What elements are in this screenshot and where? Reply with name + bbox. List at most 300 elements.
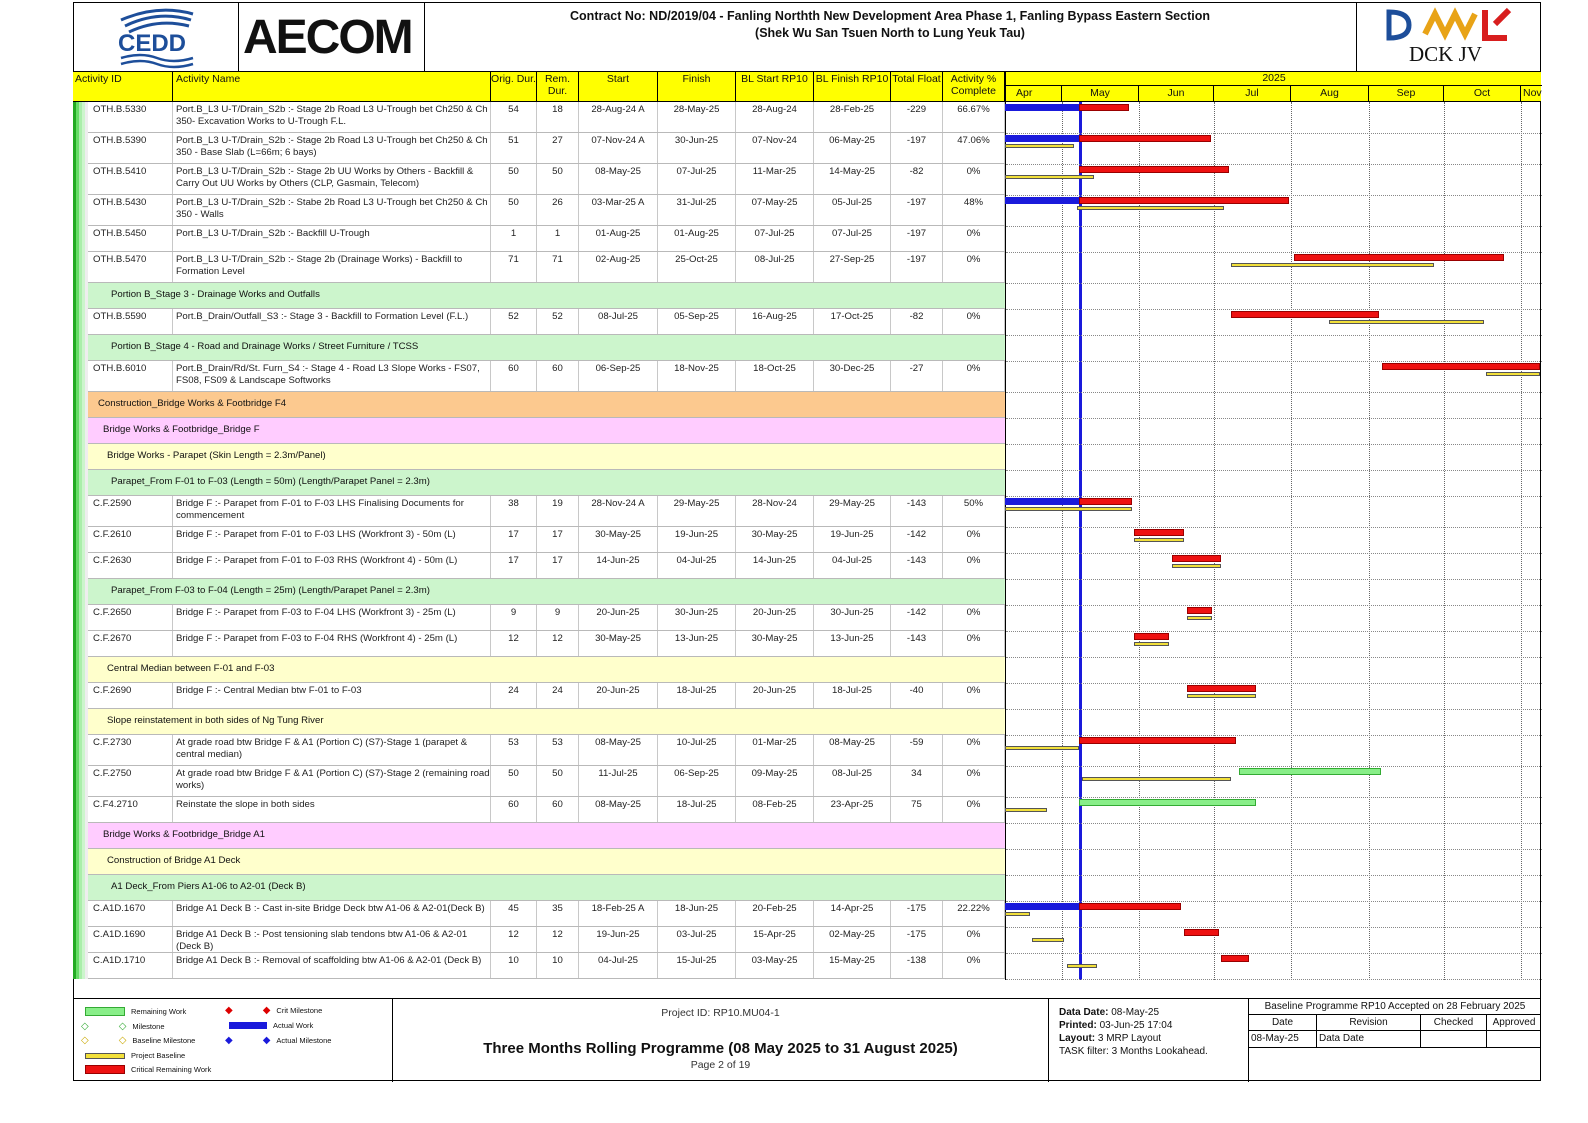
cell-total-float: -229 [891, 102, 943, 132]
cell-bl-finish: 07-Jul-25 [814, 226, 891, 251]
gantt-row-divider [1006, 631, 1542, 632]
cell-bl-start: 28-Aug-24 [736, 102, 814, 132]
cell-rem-dur: 50 [537, 766, 579, 796]
project-baseline-bar[interactable] [1005, 507, 1132, 511]
cell-pct-complete: 0% [943, 527, 1005, 552]
cell-orig-dur: 50 [491, 766, 537, 796]
cell-orig-dur: 38 [491, 496, 537, 526]
cell-bl-start: 11-Mar-25 [736, 164, 814, 194]
project-baseline-bar[interactable] [1077, 206, 1224, 210]
cell-rem-dur: 53 [537, 735, 579, 765]
month-label: Aug [1291, 86, 1369, 102]
cell-activity-name: Port.B_Drain/Rd/St. Furn_S4 :- Stage 4 - Road L3 Slope Works - FS07, FS08, FS09 & Landscape Softworks [173, 361, 491, 391]
cell-start: 20-Jun-25 [579, 683, 658, 708]
cell-bl-finish: 15-May-25 [814, 953, 891, 978]
rev-header-approved: Approved [1487, 1015, 1541, 1031]
cell-total-float: -197 [891, 226, 943, 251]
project-baseline-bar[interactable] [1486, 372, 1540, 376]
critical-remaining-bar[interactable] [1079, 197, 1288, 204]
cell-finish: 10-Jul-25 [658, 735, 736, 765]
cell-start: 28-Aug-24 A [579, 102, 658, 132]
dck-jv-logo [1356, 2, 1541, 72]
rev-date: 08-May-25 [1249, 1031, 1317, 1048]
wbs-section-label: Slope reinstatement in both sides of Ng Tung River [107, 715, 324, 726]
cell-pct-complete: 0% [943, 164, 1005, 194]
critical-remaining-bar[interactable] [1231, 311, 1379, 318]
project-baseline-bar[interactable] [1082, 777, 1232, 781]
gantt-row-divider [1006, 252, 1542, 253]
cell-activity-name: Bridge A1 Deck B :- Cast in-site Bridge Deck btw A1-06 & A2-01(Deck B) [173, 901, 491, 926]
cell-start: 01-Aug-25 [579, 226, 658, 251]
cell-start: 30-May-25 [579, 527, 658, 552]
cell-pct-complete: 0% [943, 605, 1005, 630]
gantt-row-divider [1006, 766, 1542, 767]
wbs-section-row[interactable] [73, 823, 1005, 849]
rev-approved [1487, 1031, 1541, 1048]
project-baseline-bar[interactable] [1172, 564, 1222, 568]
cell-total-float: -175 [891, 927, 943, 952]
cell-start: 06-Sep-25 [579, 361, 658, 391]
cell-bl-start: 20-Jun-25 [736, 683, 814, 708]
cell-activity-name: Bridge F :- Parapet from F-01 to F-03 LHS (Workfront 3) - 50m (L) [173, 527, 491, 552]
cell-total-float: -138 [891, 953, 943, 978]
critical-swatch [85, 1065, 125, 1074]
actual-milestone-icon: ◆ [262, 1035, 271, 1046]
cell-rem-dur: 24 [537, 683, 579, 708]
wbs-section-label: Bridge Works & Footbridge_Bridge F [103, 424, 260, 435]
cell-bl-finish: 06-May-25 [814, 133, 891, 163]
cell-total-float: -59 [891, 735, 943, 765]
cell-activity-name: Port.B_L3 U-T/Drain_S2b :- Stabe 2b Road L3 U-Trough bet Ch250 & Ch 350 - Walls [173, 195, 491, 225]
wbs-section-label: Parapet_From F-01 to F-03 (Length = 50m) (Length/Parapet Panel = 2.3m) [111, 476, 430, 487]
wbs-section-row[interactable] [73, 579, 1005, 605]
layout-value: 3 MRP Layout [1097, 1033, 1162, 1044]
data-date-value: 08-May-25 [1111, 1007, 1160, 1018]
cell-bl-finish: 28-Feb-25 [814, 102, 891, 132]
critical-remaining-bar[interactable] [1382, 363, 1541, 370]
col-bl-start[interactable]: BL Start RP10 [736, 72, 814, 102]
milestone-icon: ◇ [81, 1021, 89, 1032]
critical-remaining-bar[interactable] [1079, 903, 1181, 910]
col-orig-dur[interactable]: Orig. Dur. [491, 72, 537, 102]
gantt-row-divider [1006, 392, 1542, 393]
gantt-row-divider [1006, 496, 1542, 497]
cell-finish: 19-Jun-25 [658, 527, 736, 552]
cell-activity-id: C.F.2650 [73, 605, 173, 630]
gantt-row-divider [1006, 901, 1542, 902]
critical-remaining-bar[interactable] [1134, 633, 1169, 640]
milestone-icon: ◇ [118, 1021, 127, 1032]
cell-pct-complete: 0% [943, 361, 1005, 391]
wbs-section-row[interactable] [73, 657, 1005, 683]
cell-bl-start: 14-Jun-25 [736, 553, 814, 578]
cell-total-float: -27 [891, 361, 943, 391]
cell-start: 08-Jul-25 [579, 309, 658, 334]
gantt-chart [1005, 102, 1541, 980]
cell-finish: 15-Jul-25 [658, 953, 736, 978]
actual-work-bar[interactable] [1005, 104, 1079, 111]
cell-start: 18-Feb-25 A [579, 901, 658, 926]
cell-total-float: -82 [891, 164, 943, 194]
legend-label: Project Baseline [131, 1051, 186, 1060]
cell-bl-finish: 29-May-25 [814, 496, 891, 526]
wbs-section-row[interactable] [73, 709, 1005, 735]
gantt-row-divider [1006, 709, 1542, 710]
project-baseline-bar[interactable] [1032, 938, 1064, 942]
cell-activity-name: Bridge F :- Central Median btw F-01 to F-03 [173, 683, 491, 708]
cell-rem-dur: 52 [537, 309, 579, 334]
cell-bl-start: 08-Jul-25 [736, 252, 814, 282]
cell-pct-complete: 0% [943, 553, 1005, 578]
critical-remaining-bar[interactable] [1221, 955, 1248, 962]
critical-remaining-bar[interactable] [1172, 555, 1222, 562]
cell-total-float: -142 [891, 605, 943, 630]
cell-bl-start: 20-Feb-25 [736, 901, 814, 926]
cedd-logo-text: CEDD [118, 30, 187, 57]
activity-row[interactable] [73, 631, 1005, 657]
cell-orig-dur: 45 [491, 901, 537, 926]
cell-pct-complete: 0% [943, 766, 1005, 796]
critical-remaining-bar[interactable] [1079, 737, 1236, 744]
cell-orig-dur: 1 [491, 226, 537, 251]
footer [73, 998, 1541, 1081]
wbs-section-row[interactable] [73, 849, 1005, 875]
cell-total-float: -143 [891, 631, 943, 656]
col-pct-complete[interactable]: Activity % Complete [943, 72, 1005, 102]
layout-label: Layout: [1059, 1033, 1096, 1044]
wbs-section-label: Bridge Works & Footbridge_Bridge A1 [103, 829, 265, 840]
cell-orig-dur: 50 [491, 164, 537, 194]
cell-finish: 07-Jul-25 [658, 164, 736, 194]
cell-orig-dur: 12 [491, 631, 537, 656]
data-date-line-text [1059, 1006, 1248, 1019]
cell-activity-name: Bridge A1 Deck B :- Post tensioning slab tendons btw A1-06 & A2-01 (Deck B) [173, 927, 491, 952]
baseline-milestone-icon: ◇ [118, 1035, 127, 1046]
rev-header-revision: Revision [1317, 1015, 1421, 1031]
cell-finish: 25-Oct-25 [658, 252, 736, 282]
cell-pct-complete: 0% [943, 309, 1005, 334]
cedd-logo [73, 2, 239, 72]
cell-pct-complete: 66.67% [943, 102, 1005, 132]
activity-row[interactable] [73, 766, 1005, 797]
cell-finish: 18-Jul-25 [658, 683, 736, 708]
gantt-row-divider [1006, 283, 1542, 284]
cell-finish: 31-Jul-25 [658, 195, 736, 225]
baseline-milestone-icon: ◇ [81, 1035, 89, 1046]
gantt-row-divider [1006, 195, 1542, 196]
cell-orig-dur: 17 [491, 527, 537, 552]
activity-row[interactable] [73, 133, 1005, 164]
data-date-label: Data Date: [1059, 1007, 1109, 1018]
wbs-section-label: Central Median between F-01 and F-03 [107, 663, 275, 674]
project-baseline-bar[interactable] [1005, 746, 1079, 750]
activity-row[interactable] [73, 953, 1005, 979]
contract-line-2: (Shek Wu San Tsuen North to Lung Yeuk Tau) [755, 26, 1025, 40]
cell-rem-dur: 18 [537, 102, 579, 132]
cell-orig-dur: 17 [491, 553, 537, 578]
cell-activity-name: Bridge F :- Parapet from F-01 to F-03 LHS Finalising Documents for commencement [173, 496, 491, 526]
legend-actual-work [229, 1021, 313, 1030]
cell-rem-dur: 12 [537, 631, 579, 656]
dck-logo-icon [1357, 4, 1542, 44]
col-rem-dur[interactable]: Rem. Dur. [537, 72, 579, 102]
cell-finish: 30-Jun-25 [658, 133, 736, 163]
cell-rem-dur: 26 [537, 195, 579, 225]
gantt-row-divider [1006, 927, 1542, 928]
cell-total-float: -197 [891, 133, 943, 163]
cell-finish: 13-Jun-25 [658, 631, 736, 656]
activity-row[interactable] [73, 901, 1005, 927]
activity-row[interactable] [73, 361, 1005, 392]
legend-label: Milestone [132, 1022, 165, 1031]
critical-remaining-bar[interactable] [1187, 607, 1212, 614]
gantt-row-divider [1006, 470, 1542, 471]
revision-block [1249, 999, 1541, 1082]
cell-rem-dur: 1 [537, 226, 579, 251]
cell-rem-dur: 71 [537, 252, 579, 282]
aecom-logo [239, 2, 425, 72]
project-baseline-bar[interactable] [1187, 694, 1257, 698]
cell-activity-id: OTH.B.5450 [73, 226, 173, 251]
wbs-section-label: Bridge Works - Parapet (Skin Length = 2.3m/Panel) [107, 450, 326, 461]
cell-finish: 30-Jun-25 [658, 605, 736, 630]
cell-orig-dur: 54 [491, 102, 537, 132]
wbs-section-row[interactable] [73, 875, 1005, 901]
cell-rem-dur: 50 [537, 164, 579, 194]
cell-activity-id: C.F.2630 [73, 553, 173, 578]
wbs-section-row[interactable] [73, 392, 1005, 418]
month-label: Jun [1139, 86, 1214, 102]
legend-label: Baseline Milestone [132, 1036, 196, 1045]
activity-row[interactable] [73, 797, 1005, 823]
baseline-note: Baseline Programme RP10 Accepted on 28 February 2025 [1249, 999, 1541, 1015]
cell-activity-id: OTH.B.5390 [73, 133, 173, 163]
wbs-section-row[interactable] [73, 444, 1005, 470]
activity-row[interactable] [73, 195, 1005, 226]
cell-bl-start: 07-Jul-25 [736, 226, 814, 251]
project-baseline-bar[interactable] [1005, 808, 1047, 812]
gantt-row-divider [1006, 979, 1542, 980]
gantt-row-divider [1006, 164, 1542, 165]
project-baseline-bar[interactable] [1067, 964, 1097, 968]
rev-empty-row [1249, 1048, 1541, 1082]
activity-row[interactable] [73, 927, 1005, 953]
month-label: Jul [1214, 86, 1291, 102]
wbs-section-label: Construction_Bridge Works & Footbridge F4 [98, 398, 287, 409]
cell-orig-dur: 9 [491, 605, 537, 630]
gantt-row-divider [1006, 605, 1542, 606]
remaining-swatch [85, 1007, 125, 1016]
activity-row[interactable] [73, 252, 1005, 283]
cell-rem-dur: 10 [537, 953, 579, 978]
cell-bl-start: 01-Mar-25 [736, 735, 814, 765]
activity-row[interactable] [73, 527, 1005, 553]
project-baseline-bar[interactable] [1005, 175, 1094, 179]
wbs-section-row[interactable] [73, 418, 1005, 444]
cell-bl-start: 08-Feb-25 [736, 797, 814, 822]
cell-bl-start: 30-May-25 [736, 631, 814, 656]
actual-work-bar[interactable] [1005, 498, 1079, 505]
legend-label: Critical Remaining Work [131, 1065, 212, 1074]
critical-remaining-bar[interactable] [1079, 104, 1129, 111]
cell-start: 08-May-25 [579, 164, 658, 194]
cell-bl-finish: 05-Jul-25 [814, 195, 891, 225]
project-baseline-bar[interactable] [1005, 912, 1030, 916]
col-finish[interactable]: Finish [658, 72, 736, 102]
wbs-section-row[interactable] [73, 470, 1005, 496]
cell-orig-dur: 53 [491, 735, 537, 765]
activity-row[interactable] [73, 683, 1005, 709]
critical-remaining-bar[interactable] [1294, 254, 1504, 261]
project-info [393, 999, 1049, 1082]
cell-total-float: -143 [891, 496, 943, 526]
cell-bl-start: 16-Aug-25 [736, 309, 814, 334]
printed-label: Printed: [1059, 1020, 1097, 1031]
activity-row[interactable] [73, 309, 1005, 335]
cell-pct-complete: 47.06% [943, 133, 1005, 163]
col-bl-finish[interactable]: BL Finish RP10 [814, 72, 891, 102]
cell-bl-start: 30-May-25 [736, 527, 814, 552]
gantt-row-divider [1006, 683, 1542, 684]
cell-total-float: -40 [891, 683, 943, 708]
legend-label: Remaining Work [131, 1007, 187, 1016]
col-activity-name[interactable]: Activity Name [173, 72, 491, 102]
cell-total-float: -197 [891, 195, 943, 225]
critical-remaining-bar[interactable] [1187, 685, 1257, 692]
cell-start: 20-Jun-25 [579, 605, 658, 630]
legend-critical [85, 1065, 211, 1074]
critical-remaining-bar[interactable] [1184, 929, 1219, 936]
cell-bl-start: 03-May-25 [736, 953, 814, 978]
cell-pct-complete: 0% [943, 953, 1005, 978]
gantt-row-divider [1006, 553, 1542, 554]
activity-row[interactable] [73, 164, 1005, 195]
project-baseline-bar[interactable] [1134, 538, 1184, 542]
legend [73, 999, 393, 1082]
cell-activity-id: OTH.B.5470 [73, 252, 173, 282]
cell-start: 11-Jul-25 [579, 766, 658, 796]
cell-bl-start: 09-May-25 [736, 766, 814, 796]
wbs-section-label: Parapet_From F-03 to F-04 (Length = 25m) (Length/Parapet Panel = 2.3m) [111, 585, 430, 596]
cell-bl-finish: 08-Jul-25 [814, 766, 891, 796]
activity-row[interactable] [73, 102, 1005, 133]
actual-work-bar[interactable] [1005, 135, 1079, 142]
cell-finish: 01-Aug-25 [658, 226, 736, 251]
project-baseline-bar[interactable] [1231, 263, 1434, 267]
critical-remaining-bar[interactable] [1079, 166, 1229, 173]
cell-pct-complete: 0% [943, 683, 1005, 708]
cell-start: 07-Nov-24 A [579, 133, 658, 163]
cell-activity-id: C.F.2590 [73, 496, 173, 526]
cell-rem-dur: 60 [537, 361, 579, 391]
cell-start: 19-Jun-25 [579, 927, 658, 952]
activity-row[interactable] [73, 553, 1005, 579]
project-baseline-bar[interactable] [1187, 616, 1212, 620]
activity-row[interactable] [73, 735, 1005, 766]
legend-milestone [81, 1021, 165, 1032]
month-label: Nov [1523, 87, 1542, 99]
wbs-indent-band [85, 102, 88, 979]
cell-activity-id: C.F.2670 [73, 631, 173, 656]
cell-orig-dur: 51 [491, 133, 537, 163]
cell-pct-complete: 0% [943, 735, 1005, 765]
actual-milestone-icon: ◆ [225, 1035, 233, 1046]
actual-work-bar[interactable] [1005, 903, 1079, 910]
cell-activity-id: C.F.2750 [73, 766, 173, 796]
wbs-section-row[interactable] [73, 283, 1005, 309]
cell-bl-finish: 27-Sep-25 [814, 252, 891, 282]
wbs-section-row[interactable] [73, 335, 1005, 361]
contract-line-1: Contract No: ND/2019/04 - Fanling Northth New Development Area Phase 1, Fanling Bypass Eastern Section [570, 9, 1210, 23]
cell-orig-dur: 10 [491, 953, 537, 978]
legend-actual-milestone [225, 1035, 331, 1046]
cell-rem-dur: 17 [537, 527, 579, 552]
cell-start: 30-May-25 [579, 631, 658, 656]
activity-row[interactable] [73, 496, 1005, 527]
rev-checked [1421, 1031, 1487, 1048]
col-start[interactable]: Start [579, 72, 658, 102]
remaining-work-bar[interactable] [1239, 768, 1382, 775]
cell-start: 08-May-25 [579, 797, 658, 822]
cell-orig-dur: 60 [491, 797, 537, 822]
critical-remaining-bar[interactable] [1134, 529, 1184, 536]
legend-crit-milestone [225, 1005, 322, 1016]
gantt-row-divider [1006, 309, 1542, 310]
cell-activity-id: C.A1D.1670 [73, 901, 173, 926]
cell-activity-name: Port.B_Drain/Outfall_S3 :- Stage 3 - Backfill to Formation Level (F.L.) [173, 309, 491, 334]
programme-title: Three Months Rolling Programme (08 May 2025 to 31 August 2025) [483, 1040, 958, 1057]
cell-finish: 18-Jul-25 [658, 797, 736, 822]
cell-orig-dur: 50 [491, 195, 537, 225]
activity-row[interactable] [73, 226, 1005, 252]
critical-remaining-bar[interactable] [1079, 498, 1131, 505]
project-baseline-bar[interactable] [1005, 144, 1074, 148]
cell-activity-name: At grade road btw Bridge F & A1 (Portion C) (S7)-Stage 2 (remaining road works) [173, 766, 491, 796]
gantt-row-divider [1006, 418, 1542, 419]
project-baseline-bar[interactable] [1329, 320, 1484, 324]
remaining-work-bar[interactable] [1079, 799, 1256, 806]
project-baseline-bar[interactable] [1134, 642, 1169, 646]
gantt-header [1005, 72, 1541, 102]
cell-bl-start: 20-Jun-25 [736, 605, 814, 630]
col-activity-id[interactable]: Activity ID [73, 72, 173, 102]
col-total-float[interactable]: Total Float [891, 72, 943, 102]
activity-row[interactable] [73, 605, 1005, 631]
actual-work-bar[interactable] [1005, 197, 1079, 204]
critical-remaining-bar[interactable] [1079, 135, 1211, 142]
crit-milestone-icon: ◆ [225, 1005, 233, 1016]
cell-activity-name: Port.B_L3 U-T/Drain_S2b :- Stage 2b Road L3 U-Trough bet Ch250 & Ch 350 - Base Slab (L=66m; 6 bays) [173, 133, 491, 163]
cell-pct-complete: 0% [943, 797, 1005, 822]
cell-bl-finish: 19-Jun-25 [814, 527, 891, 552]
legend-remaining [85, 1007, 186, 1016]
cell-rem-dur: 9 [537, 605, 579, 630]
cell-bl-finish: 23-Apr-25 [814, 797, 891, 822]
legend-label: Actual Milestone [276, 1036, 332, 1045]
cell-orig-dur: 71 [491, 252, 537, 282]
cell-orig-dur: 52 [491, 309, 537, 334]
cell-activity-id: OTH.B.5430 [73, 195, 173, 225]
project-id: Project ID: RP10.MU04-1 [661, 1007, 780, 1019]
cell-total-float: 34 [891, 766, 943, 796]
cell-bl-finish: 02-May-25 [814, 927, 891, 952]
dck-logo-text: DCK JV [1409, 42, 1482, 66]
cell-bl-finish: 14-Apr-25 [814, 901, 891, 926]
rev-header-checked: Checked [1421, 1015, 1487, 1031]
cell-bl-start: 18-Oct-25 [736, 361, 814, 391]
cell-pct-complete: 50% [943, 496, 1005, 526]
gantt-year: 2025 [1006, 72, 1542, 86]
